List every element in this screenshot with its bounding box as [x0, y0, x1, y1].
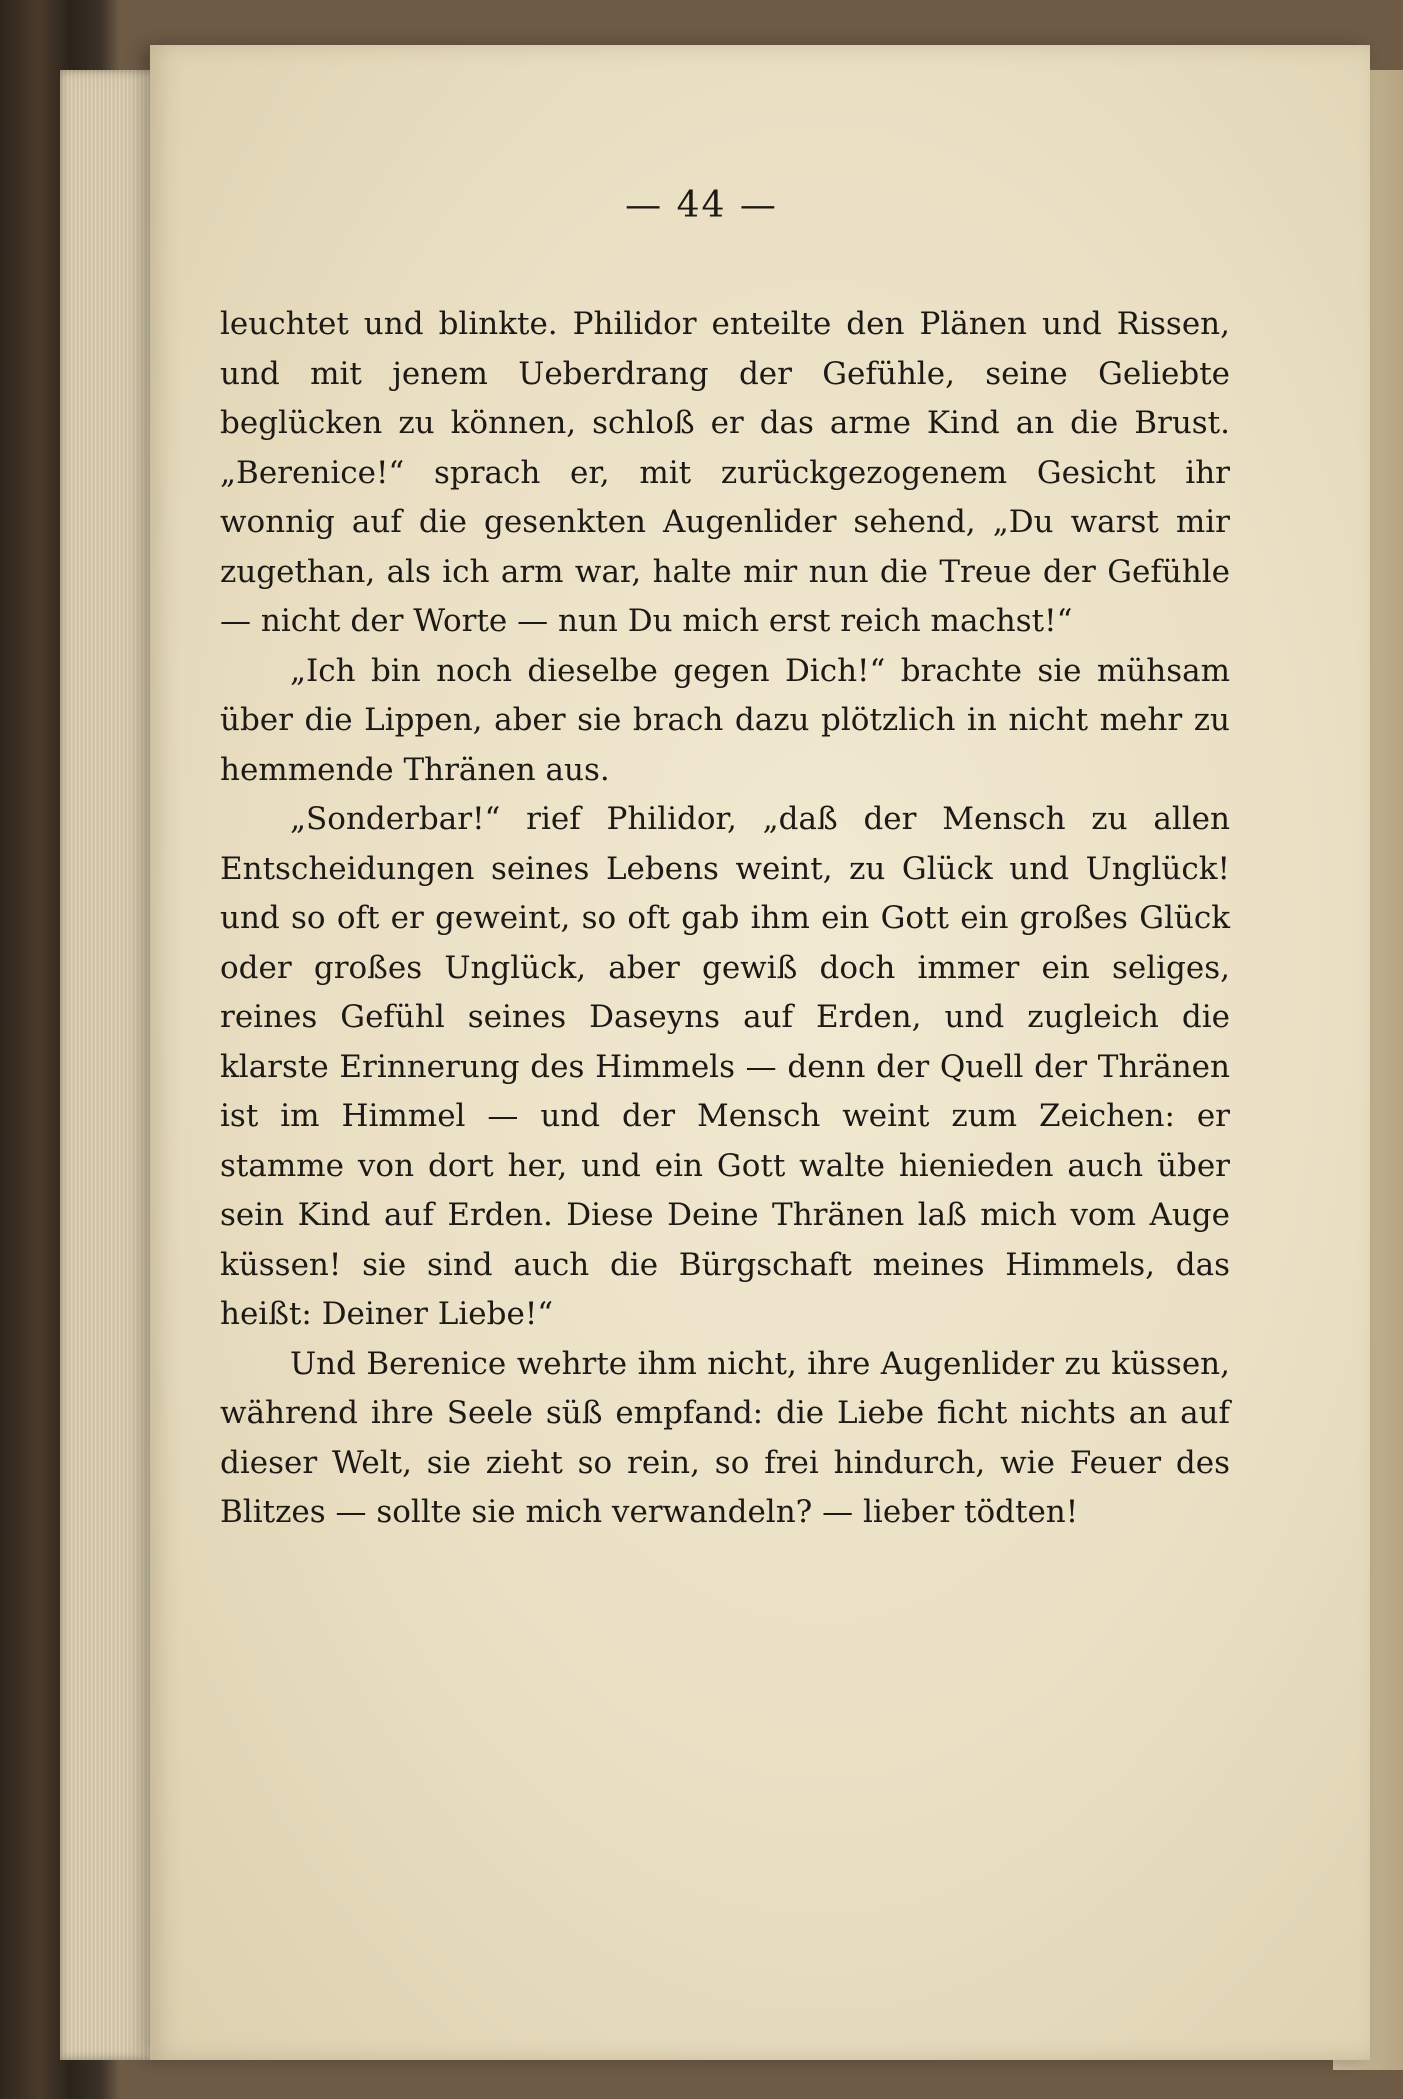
paragraph-2: „Ich bin noch dieselbe gegen Dich!“ brachte sie mühsam über die Lippen, aber sie brach dazu plötzlich in nicht mehr zu hemmende Thränen aus. [220, 652, 1230, 788]
paragraph-1: leuchtet und blinkte. Philidor enteilte den Plänen und Rissen, und mit jenem Ueberdrang der Gefühle, seine Geliebte beglücken zu können, schloß er das arme Kind an die Brust. „Berenice!“ sprach er, mit zurückgezogenem Gesicht ihr wonnig auf die gesenkten Augenlider sehend, „Du warst mir zugethan, als ich arm war, halte mir nun die Treue der Gefühle — nicht der Worte — nun Du mich erst reich machst!“ [220, 306, 1230, 639]
page-number-header: — 44 — [625, 185, 778, 226]
paragraph-4: Und Berenice wehrte ihm nicht, ihre Augenlider zu küssen, während ihre Seele süß empfand: die Liebe ficht nichts an auf dieser Welt, sie zieht so rein, so frei hindurch, wie Feuer des Blitzes — sollte sie mich verwandeln? — lieber tödten! [220, 1345, 1230, 1530]
page-body-text [220, 300, 1230, 1538]
paragraph-3: „Sonderbar!“ rief Philidor, „daß der Mensch zu allen Entscheidungen seines Lebens weint, zu Glück und Unglück! und so oft er geweint, so oft gab ihm ein Gott ein großes Glück oder großes Unglück, aber gewiß doch immer ein seliges, reines Gefühl seines Daseyns auf Erden, und zugleich die klarste Erinnerung des Himmels — denn der Quell der Thränen ist im Himmel — und der Mensch weint zum Zeichen: er stamme von dort her, und ein Gott walte hienieden auch über sein Kind auf Erden. Diese Deine Thränen laß mich vom Auge küssen! sie sind auch die Bürgschaft meines Himmels, das heißt: Deiner Liebe!“ [220, 801, 1230, 1332]
